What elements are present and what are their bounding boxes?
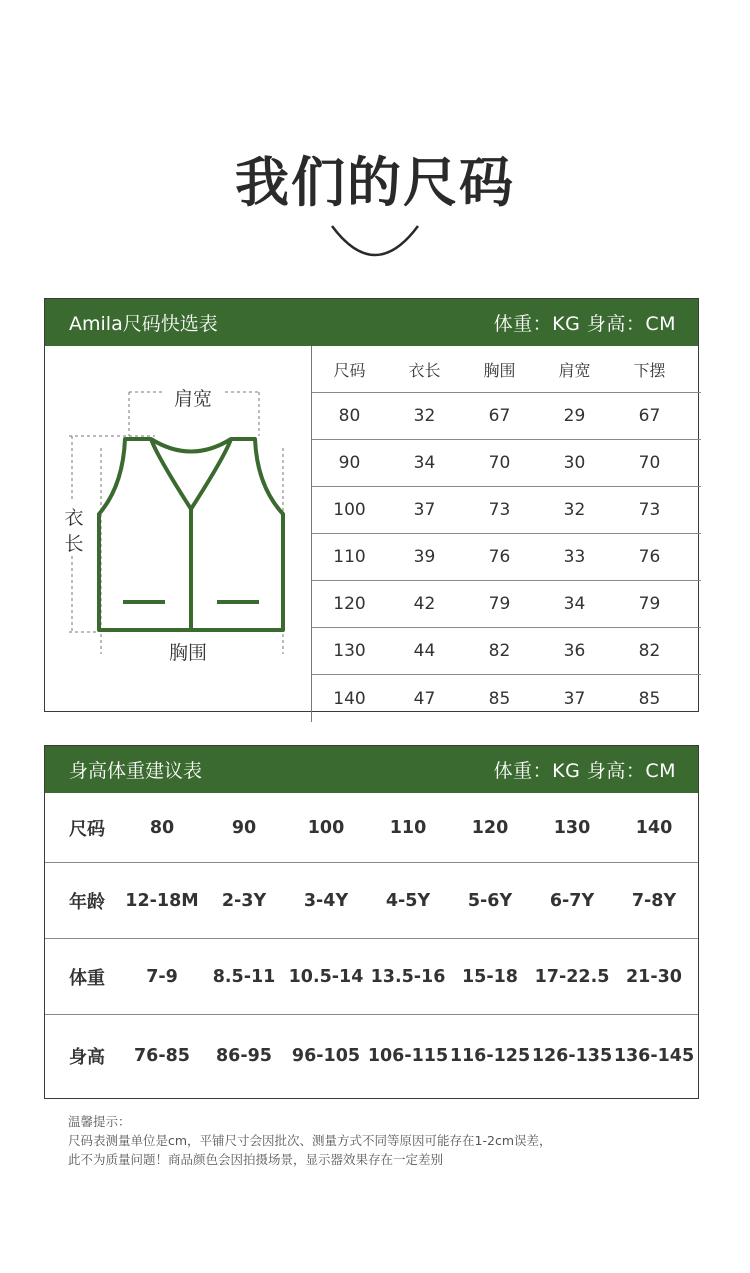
table-cell: 67 bbox=[638, 406, 661, 426]
recommend-panel bbox=[44, 745, 699, 1099]
table-cell: 37 bbox=[413, 500, 436, 520]
table-cell: 130 bbox=[333, 641, 366, 661]
table-cell: 76-85 bbox=[134, 1046, 190, 1066]
table-row bbox=[312, 581, 701, 628]
table-row bbox=[45, 793, 698, 863]
row-label: 身高 bbox=[69, 1047, 105, 1068]
table-cell: 85 bbox=[488, 688, 511, 709]
recommend-units: 体重：KG 身高：CM bbox=[493, 760, 676, 782]
table-cell: 32 bbox=[413, 406, 436, 426]
table-cell: 85 bbox=[638, 688, 661, 709]
vest-diagram bbox=[45, 346, 311, 711]
table-cell: 21-30 bbox=[626, 966, 682, 987]
size-table-header bbox=[312, 346, 701, 393]
size-table bbox=[311, 346, 701, 722]
header-hem: 下摆 bbox=[633, 360, 666, 380]
length-label-1: 衣 bbox=[64, 507, 84, 529]
header-size: 尺码 bbox=[333, 360, 366, 380]
table-cell: 79 bbox=[488, 594, 511, 614]
recommend-title: 身高体重建议表 bbox=[69, 760, 203, 782]
table-cell: 13.5-16 bbox=[370, 966, 446, 987]
length-label-2: 长 bbox=[64, 533, 84, 555]
table-row bbox=[312, 534, 701, 581]
table-cell: 34 bbox=[563, 594, 586, 614]
tips-note bbox=[68, 1112, 552, 1169]
table-cell: 80 bbox=[149, 817, 175, 838]
table-cell: 42 bbox=[413, 594, 436, 614]
table-row bbox=[312, 628, 701, 675]
table-cell: 37 bbox=[563, 688, 586, 709]
smile-decoration bbox=[330, 224, 420, 260]
row-label: 尺码 bbox=[69, 818, 105, 840]
tips-line: 尺码表测量单位是cm，平铺尺寸会因批次、测量方式不同等原因可能存在1-2cm误差， bbox=[68, 1133, 552, 1148]
size-chart-header bbox=[45, 299, 698, 346]
header-shoulder: 肩宽 bbox=[558, 360, 591, 380]
table-cell: 70 bbox=[638, 453, 661, 473]
table-cell: 12-18M bbox=[125, 890, 199, 911]
table-cell: 5-6Y bbox=[467, 890, 513, 911]
table-cell: 90 bbox=[231, 817, 257, 838]
tips-line: 此不为质量问题！商品颜色会因拍摄场景，显示器效果存在一定差别 bbox=[68, 1152, 444, 1167]
table-cell: 33 bbox=[563, 547, 586, 567]
table-cell: 110 bbox=[333, 547, 366, 567]
table-cell: 3-4Y bbox=[303, 890, 349, 911]
table-row bbox=[312, 487, 701, 534]
table-row bbox=[45, 1015, 698, 1097]
size-chart-units: 体重：KG 身高：CM bbox=[493, 313, 676, 335]
table-cell: 100 bbox=[307, 817, 345, 838]
table-cell: 140 bbox=[333, 688, 366, 709]
table-cell: 82 bbox=[488, 641, 511, 661]
table-cell: 106-115 bbox=[367, 1046, 449, 1066]
table-cell: 76 bbox=[638, 547, 661, 567]
shoulder-label: 肩宽 bbox=[173, 388, 213, 410]
table-cell: 130 bbox=[553, 817, 591, 838]
header-length: 衣长 bbox=[408, 360, 441, 380]
table-cell: 7-9 bbox=[146, 966, 178, 987]
table-cell: 10.5-14 bbox=[288, 966, 364, 987]
row-label: 体重 bbox=[69, 967, 105, 989]
table-cell: 29 bbox=[563, 406, 586, 426]
table-cell: 8.5-11 bbox=[212, 966, 276, 987]
table-cell: 2-3Y bbox=[221, 890, 267, 911]
table-cell: 136-145 bbox=[613, 1046, 695, 1066]
table-cell: 96-105 bbox=[291, 1046, 361, 1066]
table-cell: 34 bbox=[413, 453, 436, 473]
table-cell: 86-95 bbox=[216, 1046, 272, 1066]
table-cell: 15-18 bbox=[462, 966, 518, 987]
table-cell: 39 bbox=[413, 547, 436, 567]
size-chart-panel bbox=[44, 298, 699, 712]
chest-label: 胸围 bbox=[168, 642, 208, 664]
table-cell: 67 bbox=[488, 406, 511, 426]
table-cell: 110 bbox=[389, 817, 427, 838]
table-cell: 120 bbox=[471, 817, 509, 838]
tips-title: 温馨提示： bbox=[68, 1114, 131, 1129]
table-row bbox=[45, 863, 698, 939]
page-title: 我们的尺码 bbox=[235, 151, 515, 214]
table-cell: 73 bbox=[488, 500, 511, 520]
table-cell: 126-135 bbox=[531, 1046, 613, 1066]
table-row bbox=[312, 675, 701, 722]
recommend-header bbox=[45, 746, 698, 793]
table-cell: 82 bbox=[638, 641, 661, 661]
table-cell: 76 bbox=[488, 547, 511, 567]
table-cell: 17-22.5 bbox=[534, 966, 610, 987]
table-cell: 32 bbox=[563, 500, 586, 520]
table-row bbox=[45, 939, 698, 1015]
table-cell: 36 bbox=[563, 641, 586, 661]
table-cell: 70 bbox=[488, 453, 511, 473]
table-row bbox=[312, 393, 701, 440]
recommend-table bbox=[45, 793, 698, 1097]
table-cell: 30 bbox=[563, 453, 586, 473]
table-cell: 6-7Y bbox=[549, 890, 595, 911]
table-cell: 80 bbox=[338, 406, 361, 426]
size-chart-title: Amila尺码快选表 bbox=[69, 313, 218, 335]
table-cell: 116-125 bbox=[449, 1046, 531, 1066]
table-cell: 90 bbox=[338, 453, 361, 473]
table-cell: 140 bbox=[635, 817, 673, 838]
table-cell: 120 bbox=[333, 594, 366, 614]
vest-outline bbox=[99, 439, 283, 630]
table-cell: 47 bbox=[413, 688, 436, 709]
row-label: 年龄 bbox=[69, 891, 105, 913]
table-cell: 4-5Y bbox=[385, 890, 431, 911]
table-cell: 100 bbox=[333, 500, 366, 520]
table-cell: 7-8Y bbox=[631, 890, 677, 911]
table-cell: 79 bbox=[638, 594, 661, 614]
table-cell: 44 bbox=[413, 641, 436, 661]
header-chest: 胸围 bbox=[483, 360, 516, 380]
table-row bbox=[312, 440, 701, 487]
table-cell: 73 bbox=[638, 500, 661, 520]
